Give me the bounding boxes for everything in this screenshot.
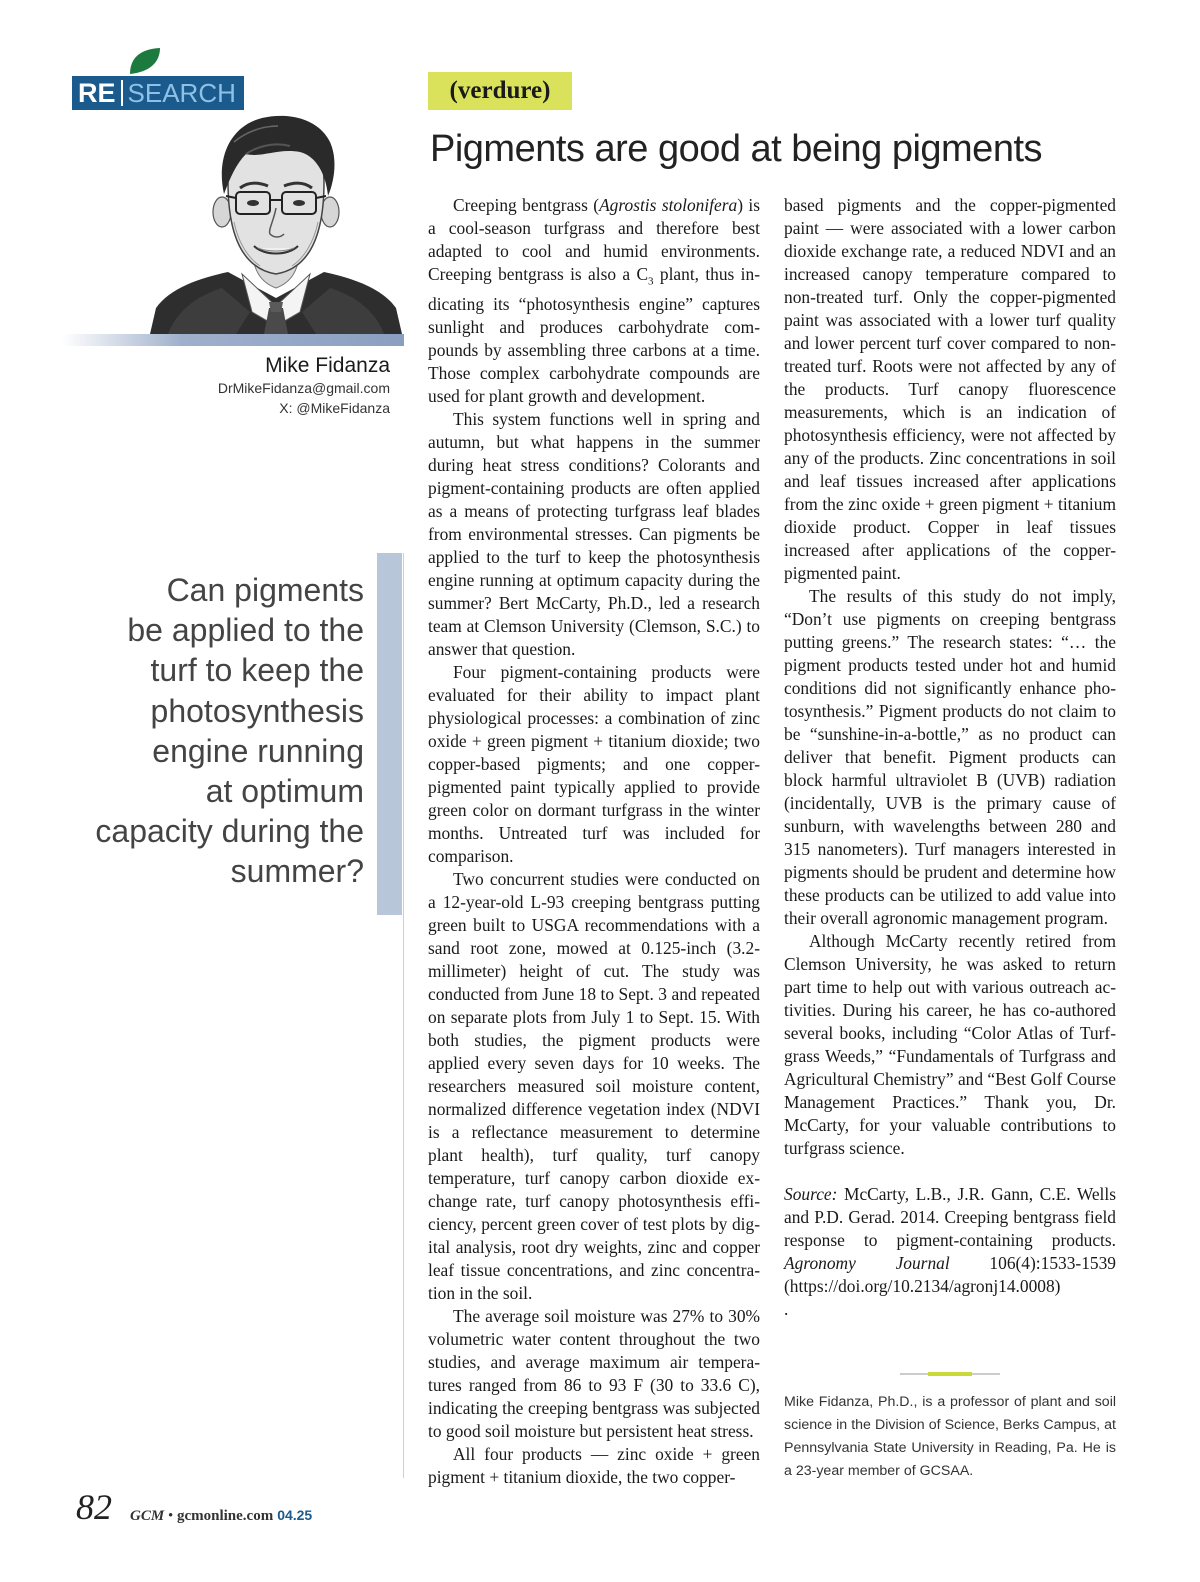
- author-email[interactable]: DrMikeFidanza@gmail.com: [217, 380, 390, 396]
- author-x-handle[interactable]: X: @MikeFidanza: [279, 400, 390, 416]
- pull-quote-line: engine running: [152, 732, 364, 769]
- pull-quote-bar: [377, 553, 402, 915]
- article-paragraph: The results of this study do not imply, “Don’t use pigments on creeping bentgrass putting greens.” The research states: “… the pigment products tested under hot and humid conditions did not significantly enhance photosynthesis.” Pigment products do not claim to be “sunshine-in-a-bottle,” as no product can deliver that benefit. Pigment products can block harmful ultraviolet B (UVB) radiation (incidentally, UVB is the primary cause of sunburn, with wavelengths between 280 and 315 nanometers). Turf managers interested in pigments should be prudent and determine how these products can be utilized to add value into their overall agronomic management program.: [784, 586, 1116, 928]
- pull-quote-line: summer?: [230, 853, 364, 890]
- pull-quote-line: Can pigments: [166, 572, 364, 608]
- page-number: 82: [76, 1487, 112, 1527]
- pull-quote-line: at optimum: [205, 773, 364, 810]
- source-label: Source:: [784, 1184, 838, 1204]
- pull-quote-line: capacity during the: [95, 813, 364, 850]
- footer-website[interactable]: gcmonline.com: [176, 1508, 274, 1524]
- article-paragraph: Four pigment-containing products were evaluated for their ability to impact plant physiological processes: a combination of zinc oxide + green pigment + titanium dioxide; two copper-based pigments; and one copper-pigmented paint typically applied to provide green color on dormant turfgrass in the winter months. Untreated turf was included for comparison.: [428, 662, 760, 867]
- magazine-name: GCM: [130, 1508, 165, 1524]
- page-title: Pigments are good at being pigments: [430, 128, 1043, 170]
- section-badge-divider: [121, 80, 123, 106]
- kicker-label: (verdure): [428, 72, 572, 110]
- article-paragraph: Creeping bentgrass (Agrostis stolonifera) is a cool-season turfgrass and therefore best adapted to cool and humid environments. Creeping bentgrass is also a $C_3$ plant, thus indicating its “photosynthesis engine” captures sunlight and produces carbohydrate compounds by assembling three carbons at a time. Those complex carbohydrate compounds are used for plant growth and development.: [428, 195, 760, 407]
- source-end: .: [784, 1299, 789, 1319]
- pull-quote: [44, 570, 364, 892]
- pull-quote-line: be applied to the: [127, 612, 364, 649]
- article-paragraph: Two concurrent studies were conducted on a 12-year-old L-93 creeping bentgrass putting green built to USGA recommendations with a sand root zone, mowed at 0.125-inch (3.2-millimeter) height of cut. The study was conducted from June 18 to Sept. 3 and repeated on separate plots from July 1 to Sept. 15. With both studies, the pigment products were applied every seven days for 10 weeks. The researchers measured soil moisture content, normalized difference vegetation index (NDVI is a reflectance measurement to determine plant health), turf quality, turf canopy temperature, turf canopy carbon dioxide exchange rate, turf canopy photosynthesis efficiency, percent green cover of test plots by digital analysis, root dry weights, zinc and copper leaf tissue concentrations, and zinc concentration in the soil.: [428, 869, 760, 1304]
- author-portrait: [150, 112, 402, 334]
- footer-bullet: •: [164, 1508, 177, 1524]
- article-paragraph: Although McCarty recently retired from Clemson University, he was asked to return part time to help out with various outreach activities. During his career, he has co-authored several books, including “Color Atlas of Turfgrass Weeds,” “Fundamentals of Turfgrass and Agricultural Chemistry” and “Best Golf Course Management Practices.” Thank you, Dr. McCarty, for your valuable contributions to turfgrass science.: [784, 931, 1116, 1158]
- author-bio: Mike Fidanza, Ph.D., is a professor of plant and soil science in the Division of Science, Berks Campus, at Pennsylvania State University in Reading, Pa. He is a 23-year member of GCSAA.: [784, 1394, 1116, 1479]
- article-paragraph: All four products — zinc oxide + green pigment + titanium dioxide, the two copper-: [428, 1444, 760, 1488]
- section-badge: [72, 48, 244, 111]
- section-badge-bar: [72, 76, 244, 110]
- article-paragraph: The average soil moisture was 27% to 30% volumetric water content throughout the two studies, and average maximum air temperatures ranged from 86 to 93 F (30 to 33.6 C), indicating the creeping bentgrass was subjected to good soil moisture but persistent heat stress.: [428, 1306, 760, 1442]
- journal-name: Agronomy Journal: [784, 1253, 950, 1273]
- article-column-1: [428, 194, 760, 1489]
- footer-magazine: [130, 1507, 312, 1525]
- portrait-rule: [62, 334, 404, 346]
- bio-rule-accent: [928, 1372, 972, 1376]
- species-name: Agrostis stolonifera: [599, 195, 738, 215]
- article-column-2: [784, 194, 1116, 1321]
- author-name: Mike Fidanza: [265, 354, 390, 377]
- pull-quote-line: photosynthesis: [150, 692, 364, 729]
- pull-quote-line: turf to keep the: [150, 652, 364, 689]
- article-paragraph-continued: based pigments and the copper-pigmented paint — were associated with a lower carbon dioxide exchange rate, a reduced NDVI and an increased canopy temperature compared to non-treated turf. Only the copper-pigmented paint was associated with a lower turf quality and lower percent turf cover compared to non-treated turf. Roots were not affected by any of the products. Turf canopy fluorescence measurements, which is an indication of photosynthesis efficiency, were not affected by any of the products. Zinc concentrations in soil and leaf tissues increased after applications from the zinc oxide + green pigment + titanium dioxide product. Copper in leaf tissues increased after applications of the copper-pigmented paint.: [784, 195, 1116, 583]
- column-divider: [403, 553, 404, 1478]
- leaf-icon: [128, 48, 162, 74]
- issue-date: 04.25: [277, 1507, 313, 1523]
- section-badge-re: RE: [78, 77, 116, 108]
- section-badge-search: SEARCH: [127, 77, 236, 108]
- source-doi[interactable]: 106(4):1533-1539 (https://doi.org/10.2134/agronj14.0008): [784, 1253, 1116, 1296]
- article-paragraph: This system functions well in spring and autumn, but what happens in the summer during heat stress conditions? Colorants and pigment-containing products are often applied as a means of protecting turfgrass leaf blades from environmental stresses. Can pigments be applied to the turf to keep the photosynthesis engine running at optimum capacity during the summer? Bert McCarty, Ph.D., led a research team at Clemson University (Clemson, S.C.) to answer that question.: [428, 409, 760, 660]
- source-citation: Source: McCarty, L.B., J.R. Gann, C.E. Wells and P.D. Gerad. 2014. Creeping bentgrass field response to pigment-containing products. Agronomy Journal 106(4):1533-1539 (https://doi.org/10.2134/agronj14.0008): [784, 1184, 1116, 1296]
